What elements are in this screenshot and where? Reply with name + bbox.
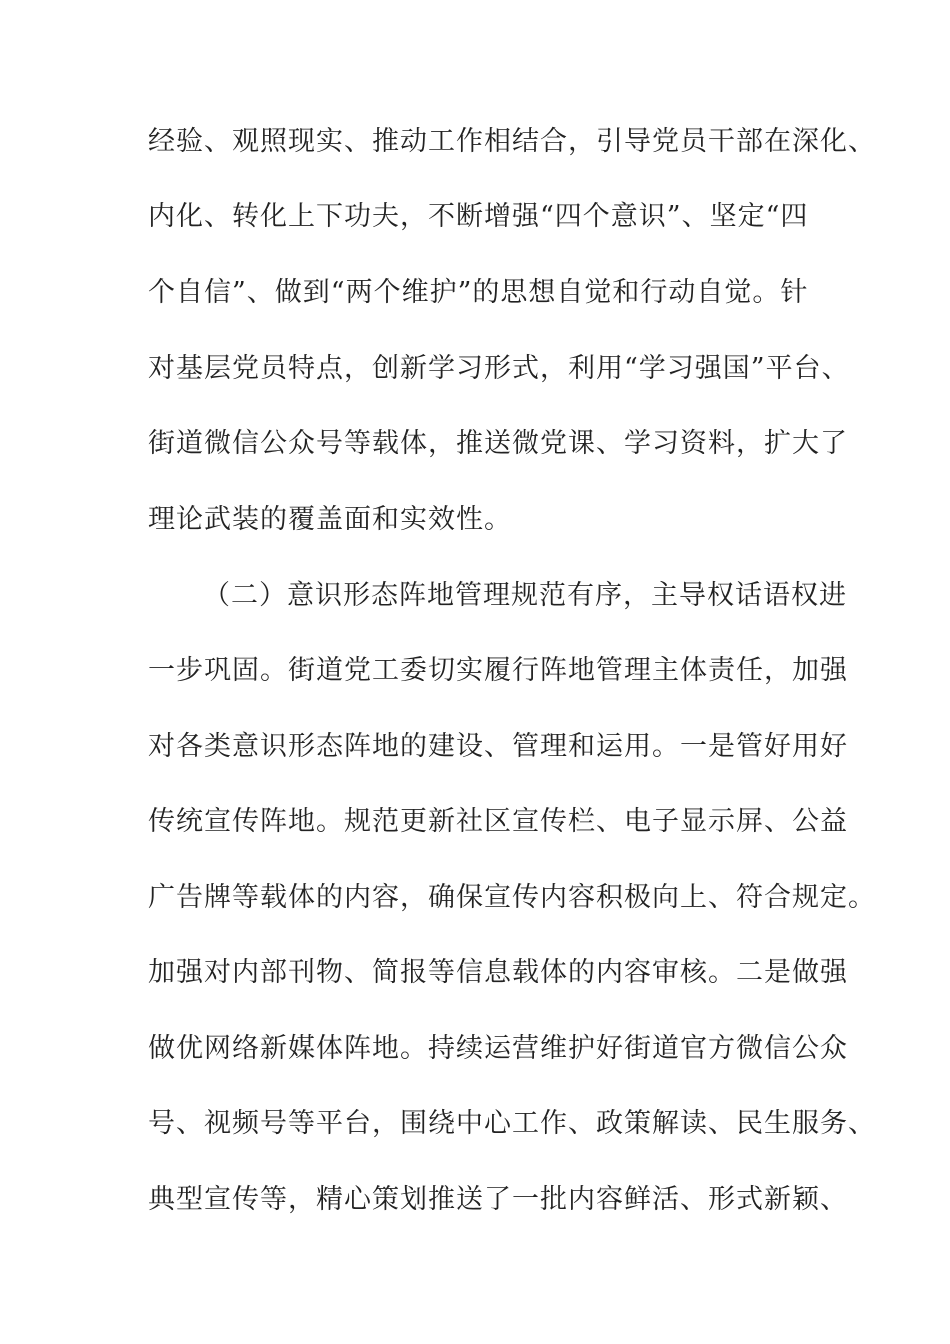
text-line: （二）意识形态阵地管理规范有序，主导权话语权进 bbox=[203, 580, 847, 611]
text-line: 传统宣传阵地。规范更新社区宣传栏、电子显示屏、公益 bbox=[148, 806, 848, 837]
text-line: 做优网络新媒体阵地。持续运营维护好街道官方微信公众 bbox=[148, 1033, 848, 1064]
text-line: 号、视频号等平台，围绕中心工作、政策解读、民生服务、 bbox=[148, 1108, 876, 1139]
text-line: 经验、观照现实、推动工作相结合，引导党员干部在深化、 bbox=[148, 126, 876, 157]
text-line: 街道微信公众号等载体，推送微党课、学习资料，扩大了 bbox=[148, 428, 848, 459]
text-line: 加强对内部刊物、简报等信息载体的内容审核。二是做强 bbox=[148, 957, 848, 988]
text-line: 典型宣传等，精心策划推送了一批内容鲜活、形式新颖、 bbox=[148, 1184, 848, 1215]
text-line: 一步巩固。街道党工委切实履行阵地管理主体责任，加强 bbox=[148, 655, 848, 686]
text-line: 对各类意识形态阵地的建设、管理和运用。一是管好用好 bbox=[148, 731, 848, 762]
text-line: 个自信”、做到“两个维护”的思想自觉和行动自觉。针 bbox=[148, 277, 809, 308]
text-line: 理论武装的覆盖面和实效性。 bbox=[148, 504, 512, 535]
text-line: 对基层党员特点，创新学习形式，利用“学习强国”平台、 bbox=[148, 353, 850, 384]
text-line: 广告牌等载体的内容，确保宣传内容积极向上、符合规定。 bbox=[148, 882, 876, 913]
text-line: 内化、转化上下功夫，不断增强“四个意识”、坚定“四 bbox=[148, 201, 809, 232]
